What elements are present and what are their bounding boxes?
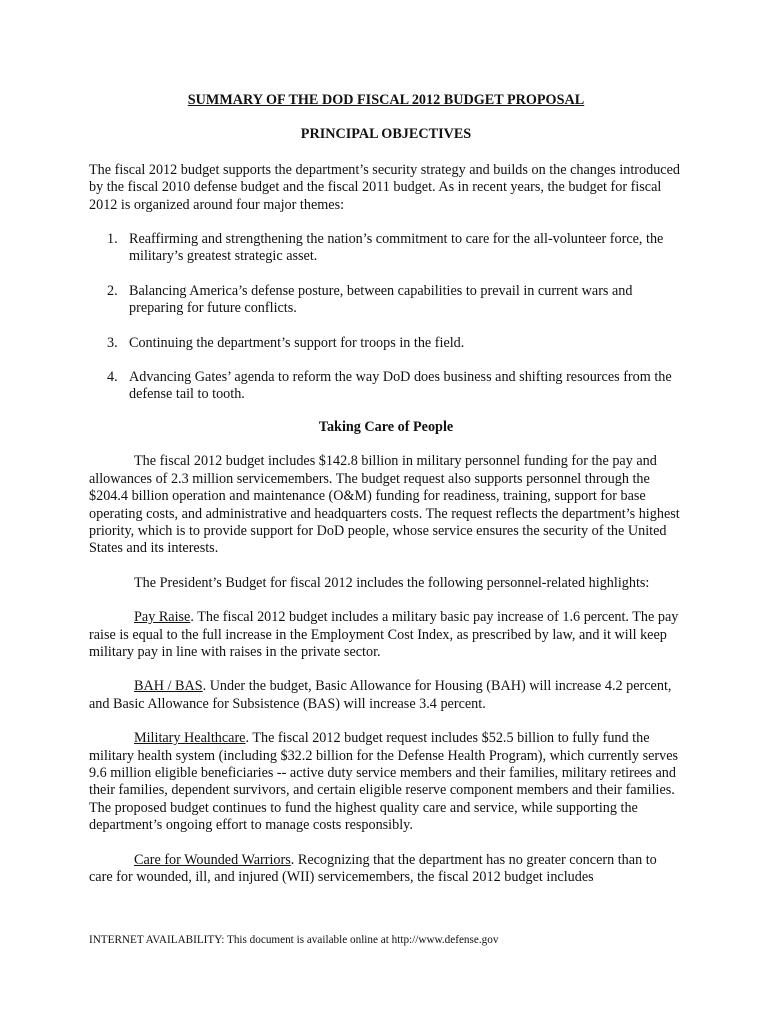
highlight-paragraph bbox=[89, 852, 683, 887]
theme-item bbox=[89, 369, 683, 404]
highlight-text: Recognizing that the department has no greater concern than to care for wounded, ill, and injured (WII) servicemembers, the fiscal 2012 budget includes bbox=[89, 851, 657, 885]
document-title: SUMMARY OF THE DOD FISCAL 2012 BUDGET PROPOSAL bbox=[187, 92, 585, 108]
highlight-label: Pay Raise bbox=[134, 609, 191, 626]
theme-text: Reaffirming and strengthening the nation’s commitment to care for the all-volunteer force, the military’s greatest strategic asset. bbox=[129, 231, 664, 265]
intro-paragraph: The fiscal 2012 budget supports the department’s security strategy and builds on the changes introduced by the fiscal 2010 defense budget and the fiscal 2011 budget. As in recent years, the budget for fiscal 2012 is organized around four major themes: bbox=[89, 161, 680, 213]
highlight-paragraph bbox=[89, 730, 683, 834]
highlight-separator: . bbox=[190, 609, 198, 626]
theme-number: 1. bbox=[107, 231, 118, 248]
theme-text: Continuing the department’s support for troops in the field. bbox=[129, 334, 465, 351]
theme-number: 2. bbox=[107, 282, 118, 299]
theme-text: Balancing America’s defense posture, between capabilities to prevail in current wars and preparing for future conflicts. bbox=[129, 282, 633, 317]
highlight-text: The fiscal 2012 budget includes a military basic pay increase of 1.6 percent. The pay raise is equal to the full increase in the Employment Cost Index, as prescribed by law, and it will keep military pay in line with raises in the private sector. bbox=[89, 609, 679, 660]
theme-item bbox=[89, 231, 683, 266]
themes-list bbox=[89, 231, 683, 404]
highlight-text: The fiscal 2012 budget request includes $52.5 billion to fully fund the military health system (including $32.2 billion for the Defense Health Program), which currently serves 9.6 million eligible beneficiaries -- active duty service members and their families, military retirees and their families, dependent survivors, and certain eligible reserve component members and their families. The proposed budget continues to fund the highest quality care and service, while supporting the department’s ongoing effort to manage costs responsibly. bbox=[89, 730, 679, 834]
highlight-paragraph bbox=[89, 609, 683, 661]
highlight-label: Military Healthcare bbox=[134, 730, 246, 747]
highlight-paragraph bbox=[89, 678, 683, 713]
theme-text: Advancing Gates’ agenda to reform the way DoD does business and shifting resources from the defense tail to tooth. bbox=[129, 369, 672, 403]
highlight-label: Care for Wounded Warriors bbox=[134, 851, 291, 868]
footer-note: INTERNET AVAILABILITY: This document is available online at http://www.defense.gov bbox=[89, 934, 499, 946]
theme-number: 3. bbox=[107, 334, 118, 351]
theme-item bbox=[89, 335, 683, 352]
theme-item bbox=[89, 283, 683, 318]
document-subtitle: PRINCIPAL OBJECTIVES bbox=[300, 126, 472, 143]
highlight-separator: . bbox=[290, 851, 298, 868]
theme-number: 4. bbox=[107, 369, 118, 386]
highlight-label: BAH / BAS bbox=[134, 678, 203, 695]
highlight-text: Under the budget, Basic Allowance for Housing (BAH) will increase 4.2 percent, and Basic Allowance for Subsistence (BAS) will increase 3.4 percent. bbox=[89, 678, 672, 712]
document-body bbox=[89, 89, 683, 886]
body-paragraph: The President’s Budget for fiscal 2012 includes the following personnel-related highlights: bbox=[134, 574, 650, 591]
highlight-separator: . bbox=[202, 678, 210, 695]
highlight-separator: . bbox=[245, 730, 253, 747]
body-paragraph: The fiscal 2012 budget includes $142.8 billion in military personnel funding for the pay and allowances of 2.3 million servicemembers. The budget request also supports personnel through the $204.4 billion operation and maintenance (O&M) funding for readiness, training, support for base operating costs, and administrative and headquarters costs. The request reflects the department’s highest priority, which is to provide support for DoD people, whose service ensures the security of the United States and its interests. bbox=[89, 453, 680, 557]
section-heading: Taking Care of People bbox=[318, 418, 454, 435]
